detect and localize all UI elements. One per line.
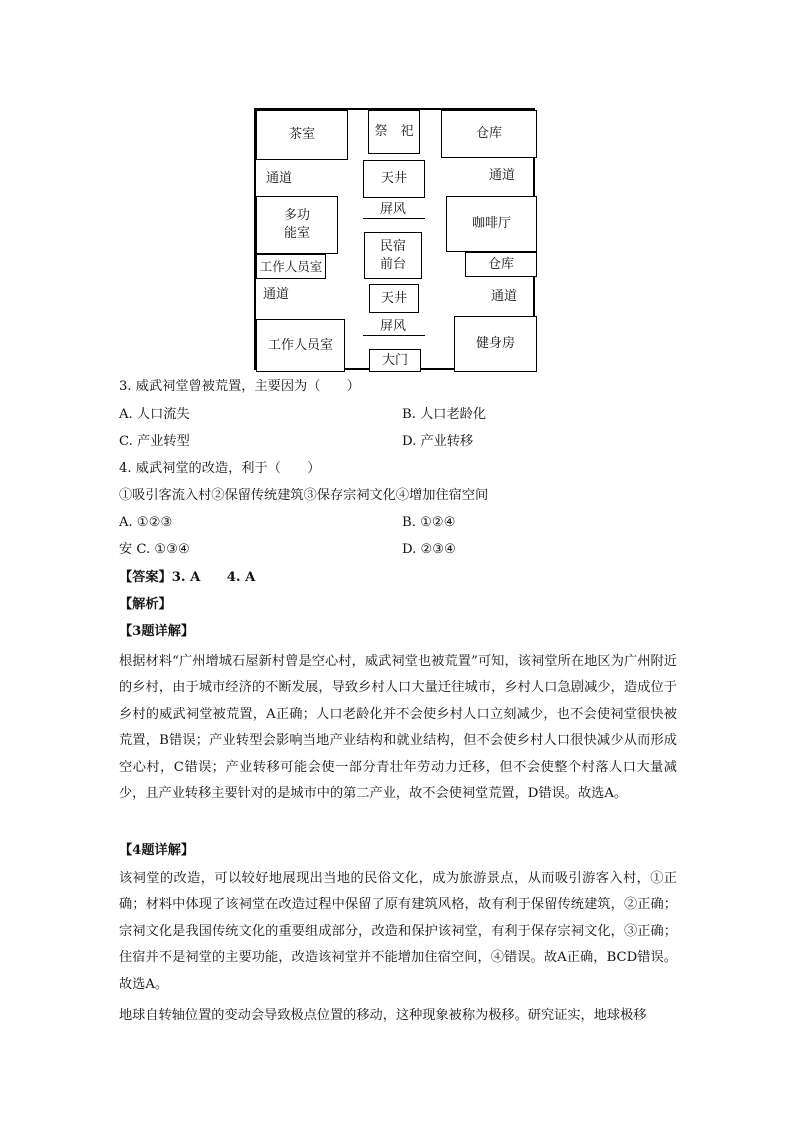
screen-lower-line: [363, 335, 425, 336]
floor-plan: [254, 108, 535, 370]
q3-option-c: C. 产业转型: [119, 434, 190, 449]
q4-option-a: A. ①②③: [119, 515, 173, 530]
warehouse-top: 仓库: [441, 110, 537, 158]
staff-room-bottom: 工作人员室: [256, 319, 345, 372]
corridor-lower-left: 通道: [263, 287, 290, 302]
screen-lower: 屏风: [380, 319, 407, 334]
detail4-heading: 【4题详解】: [119, 843, 195, 858]
detail4-text: 该祠堂的改造，可以较好地展现出当地的民俗文化，成为旅游景点，从而吸引游客入村，①正确；材料中体现了该祠堂在改造过程中保留了原有建筑风格，故有利于保留传统建筑，②正确；宗祠文化是我国传统文化的重要组成部分，改造和保护该祠堂，有利于保存宗祠文化，③正确；住宿并不是祠堂的主要功能，改造该祠堂并不能增加住宿空间，④错误。故A正确，BCD错误。故选A。: [119, 871, 677, 992]
q4-option-d: D. ②③④: [402, 542, 456, 557]
cafe-room: 咖啡厅: [446, 196, 537, 252]
q4-option-b: B. ①②④: [402, 515, 456, 530]
next-paragraph: 地球自转轴位置的变动会导致极点位置的移动，这种现象被称为极移。研究证实，地球极移: [119, 1008, 647, 1023]
q3-option-a: A. 人口流失: [119, 407, 190, 422]
staff-room-small: 工作人员室: [256, 254, 326, 279]
q4-stem: 4. 威武祠堂的改造，利于（ ）: [119, 461, 321, 476]
corridor-lower-right: 通道: [491, 289, 518, 304]
analysis-heading: 【解析】: [119, 597, 172, 612]
detail3-text: 根据材料“广州增城石屋新村曾是空心村，威武祠堂也被荒置”可知，该祠堂所在地区为广州附近的乡村，由于城市经济的不断发展，导致乡村人口大量迁往城市，乡村人口急剧减少，造成位于乡村的威武祠堂被荒置，A正确；人口老龄化并不会使乡村人口立刻减少，也不会使祠堂很快被荒置，B错误；产业转型会影响当地产业结构和就业结构，但不会使乡村人口很快减少从而形成空心村，C错误；产业转移可能会使一部分青壮年劳动力迁移，但不会使整个村落人口大量减少，且产业转移主要针对的是城市中的第二产业，故不会使祠堂荒置，D错误。故选A。: [119, 654, 677, 802]
corridor-upper-left: 通道: [266, 171, 293, 186]
answer-line: 【答案】3. A 4. A: [119, 570, 256, 585]
q4-items: ①吸引客流入村②保留传统建筑③保存宗祠文化④增加住宿空间: [119, 488, 489, 503]
q4-option-c: 安 C. ①③④: [119, 542, 190, 557]
courtyard-lower: 天井: [369, 284, 419, 313]
courtyard-upper: 天井: [363, 160, 425, 198]
multi-function-room: 多功 能室: [256, 196, 338, 254]
reception-desk: 民宿 前台: [364, 232, 422, 279]
main-gate: 大门: [369, 349, 421, 372]
screen-upper: 屏风: [380, 202, 407, 217]
warehouse-small: 仓库: [465, 252, 537, 277]
corridor-upper-right: 通道: [489, 168, 516, 183]
ancestral-room: 祭 祀: [368, 110, 420, 154]
gym-room: 健身房: [454, 316, 537, 372]
q3-stem: 3. 威武祠堂曾被荒置，主要因为（ ）: [119, 379, 360, 394]
q3-option-d: D. 产业转移: [402, 434, 474, 449]
tea-room: 茶室: [256, 110, 348, 160]
screen-upper-line: [363, 218, 425, 219]
q3-option-b: B. 人口老龄化: [402, 407, 487, 422]
detail3-heading: 【3题详解】: [119, 624, 195, 639]
